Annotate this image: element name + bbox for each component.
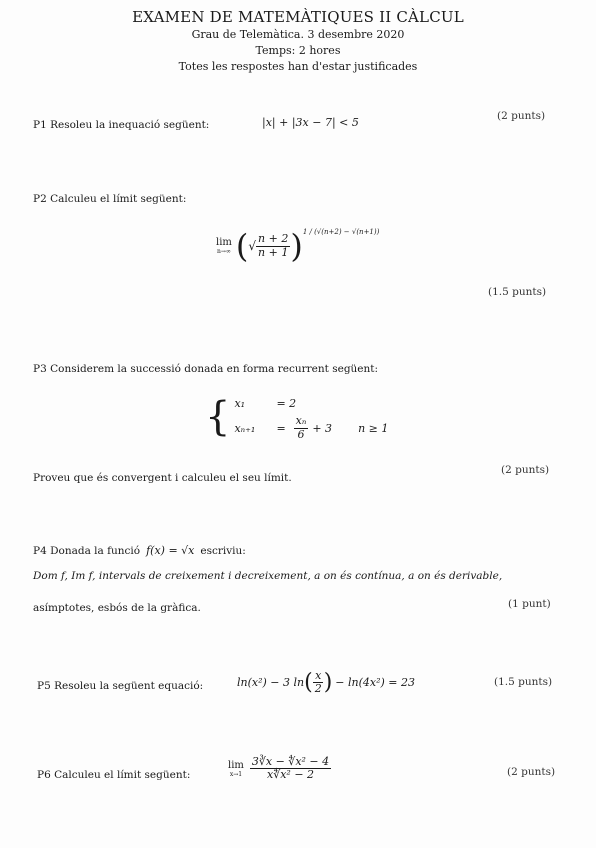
p3-line2 bbox=[234, 414, 388, 442]
p1-label: P1 Resoleu la inequació següent: bbox=[33, 119, 210, 131]
p2-points: (1.5 punts) bbox=[488, 286, 547, 298]
exam-title: EXAMEN DE MATEMÀTIQUES II CÀLCUL bbox=[132, 8, 464, 26]
p3-line2-tail: + 3 bbox=[312, 421, 333, 435]
p5-math-a: ln(x²) − 3 ln bbox=[237, 676, 305, 690]
p2-lim-word: lim bbox=[216, 237, 232, 248]
exam-course-date: Grau de Telemàtica. 3 desembre 2020 bbox=[191, 28, 405, 41]
p6-lim-operator bbox=[228, 760, 244, 778]
p4-line2: Dom f, Im f, intervals de creixement i decreixement, a on és contínua, a on és derivable, bbox=[33, 570, 503, 582]
p2-label: P2 Calculeu el límit següent: bbox=[33, 193, 187, 205]
p3-brace: { bbox=[205, 394, 231, 440]
p6-points: (2 punts) bbox=[507, 766, 556, 778]
p2-lim-operator bbox=[216, 237, 232, 255]
p6-denominator: x∜x² − 2 bbox=[267, 768, 315, 782]
p4-points: (1 punt) bbox=[508, 598, 551, 610]
p3-recurrence bbox=[205, 392, 388, 442]
p5-left-paren: ( bbox=[304, 670, 313, 696]
p3-line2-den: 6 bbox=[297, 427, 305, 441]
p2-left-paren: ( bbox=[235, 227, 249, 265]
p3-condition: n ≥ 1 bbox=[358, 421, 389, 435]
p4-after: escriviu: bbox=[200, 544, 246, 557]
p5-math-b: − ln(4x²) = 23 bbox=[335, 676, 416, 690]
p5-num: x bbox=[315, 669, 322, 682]
p5-points: (1.5 punts) bbox=[494, 676, 553, 688]
p5-den: 2 bbox=[314, 682, 322, 696]
p3-line2-num: xₙ bbox=[295, 414, 307, 428]
p5-right-paren: ) bbox=[323, 670, 333, 696]
p2-limit-expression bbox=[216, 227, 380, 265]
p2-fraction bbox=[256, 233, 290, 258]
exam-instructions: Totes les respostes han d'estar justificades bbox=[178, 60, 418, 73]
p3-recurrence-lines bbox=[234, 392, 388, 442]
p4-label: P4 Donada la funció bbox=[33, 544, 141, 557]
p5-equation bbox=[237, 670, 415, 695]
p6-lim-sub: x→1 bbox=[229, 770, 243, 778]
p2-lim-sub: n→∞ bbox=[217, 248, 231, 255]
p3-line1 bbox=[234, 392, 388, 414]
p3-points: (2 punts) bbox=[501, 464, 550, 476]
p6-limit-expression bbox=[228, 756, 331, 781]
p3-line2-eq: = bbox=[276, 421, 286, 435]
p2-root-sign: √ bbox=[248, 239, 257, 253]
p1-inequation: |x| + |3x − 7| < 5 bbox=[262, 116, 359, 129]
p3-line2-lhs: xₙ₊₁ bbox=[234, 421, 256, 435]
p3-line2-fraction bbox=[294, 415, 309, 440]
p1-points: (2 punts) bbox=[497, 110, 546, 122]
p5-label: P5 Resoleu la següent equació: bbox=[37, 680, 204, 692]
p6-lim-word: lim bbox=[228, 759, 244, 771]
p6-numerator: 3∛x − ∜x² − 4 bbox=[251, 755, 330, 768]
exam-duration: Temps: 2 hores bbox=[255, 44, 341, 57]
p2-denominator: n + 1 bbox=[258, 245, 289, 259]
p3-line1-rhs: = 2 bbox=[276, 396, 297, 410]
p4-intro bbox=[33, 544, 246, 557]
p3-instruction: Proveu que és convergent i calculeu el seu límit. bbox=[33, 472, 292, 484]
p4-function: f(x) = √x bbox=[146, 544, 195, 557]
p3-label: P3 Considerem la successió donada en forma recurrent següent: bbox=[33, 363, 379, 375]
p4-line3: asímptotes, esbós de la gràfica. bbox=[33, 602, 201, 614]
p2-numerator: n + 2 bbox=[258, 232, 289, 246]
p3-line1-lhs: x₁ bbox=[234, 396, 246, 410]
p2-right-paren: ) bbox=[290, 227, 303, 265]
p6-label: P6 Calculeu el límit següent: bbox=[37, 769, 191, 781]
p5-fraction bbox=[313, 670, 324, 695]
p2-exponent: 1 / (√(n+2) − √(n+1)) bbox=[302, 228, 380, 236]
p6-fraction bbox=[250, 756, 331, 781]
